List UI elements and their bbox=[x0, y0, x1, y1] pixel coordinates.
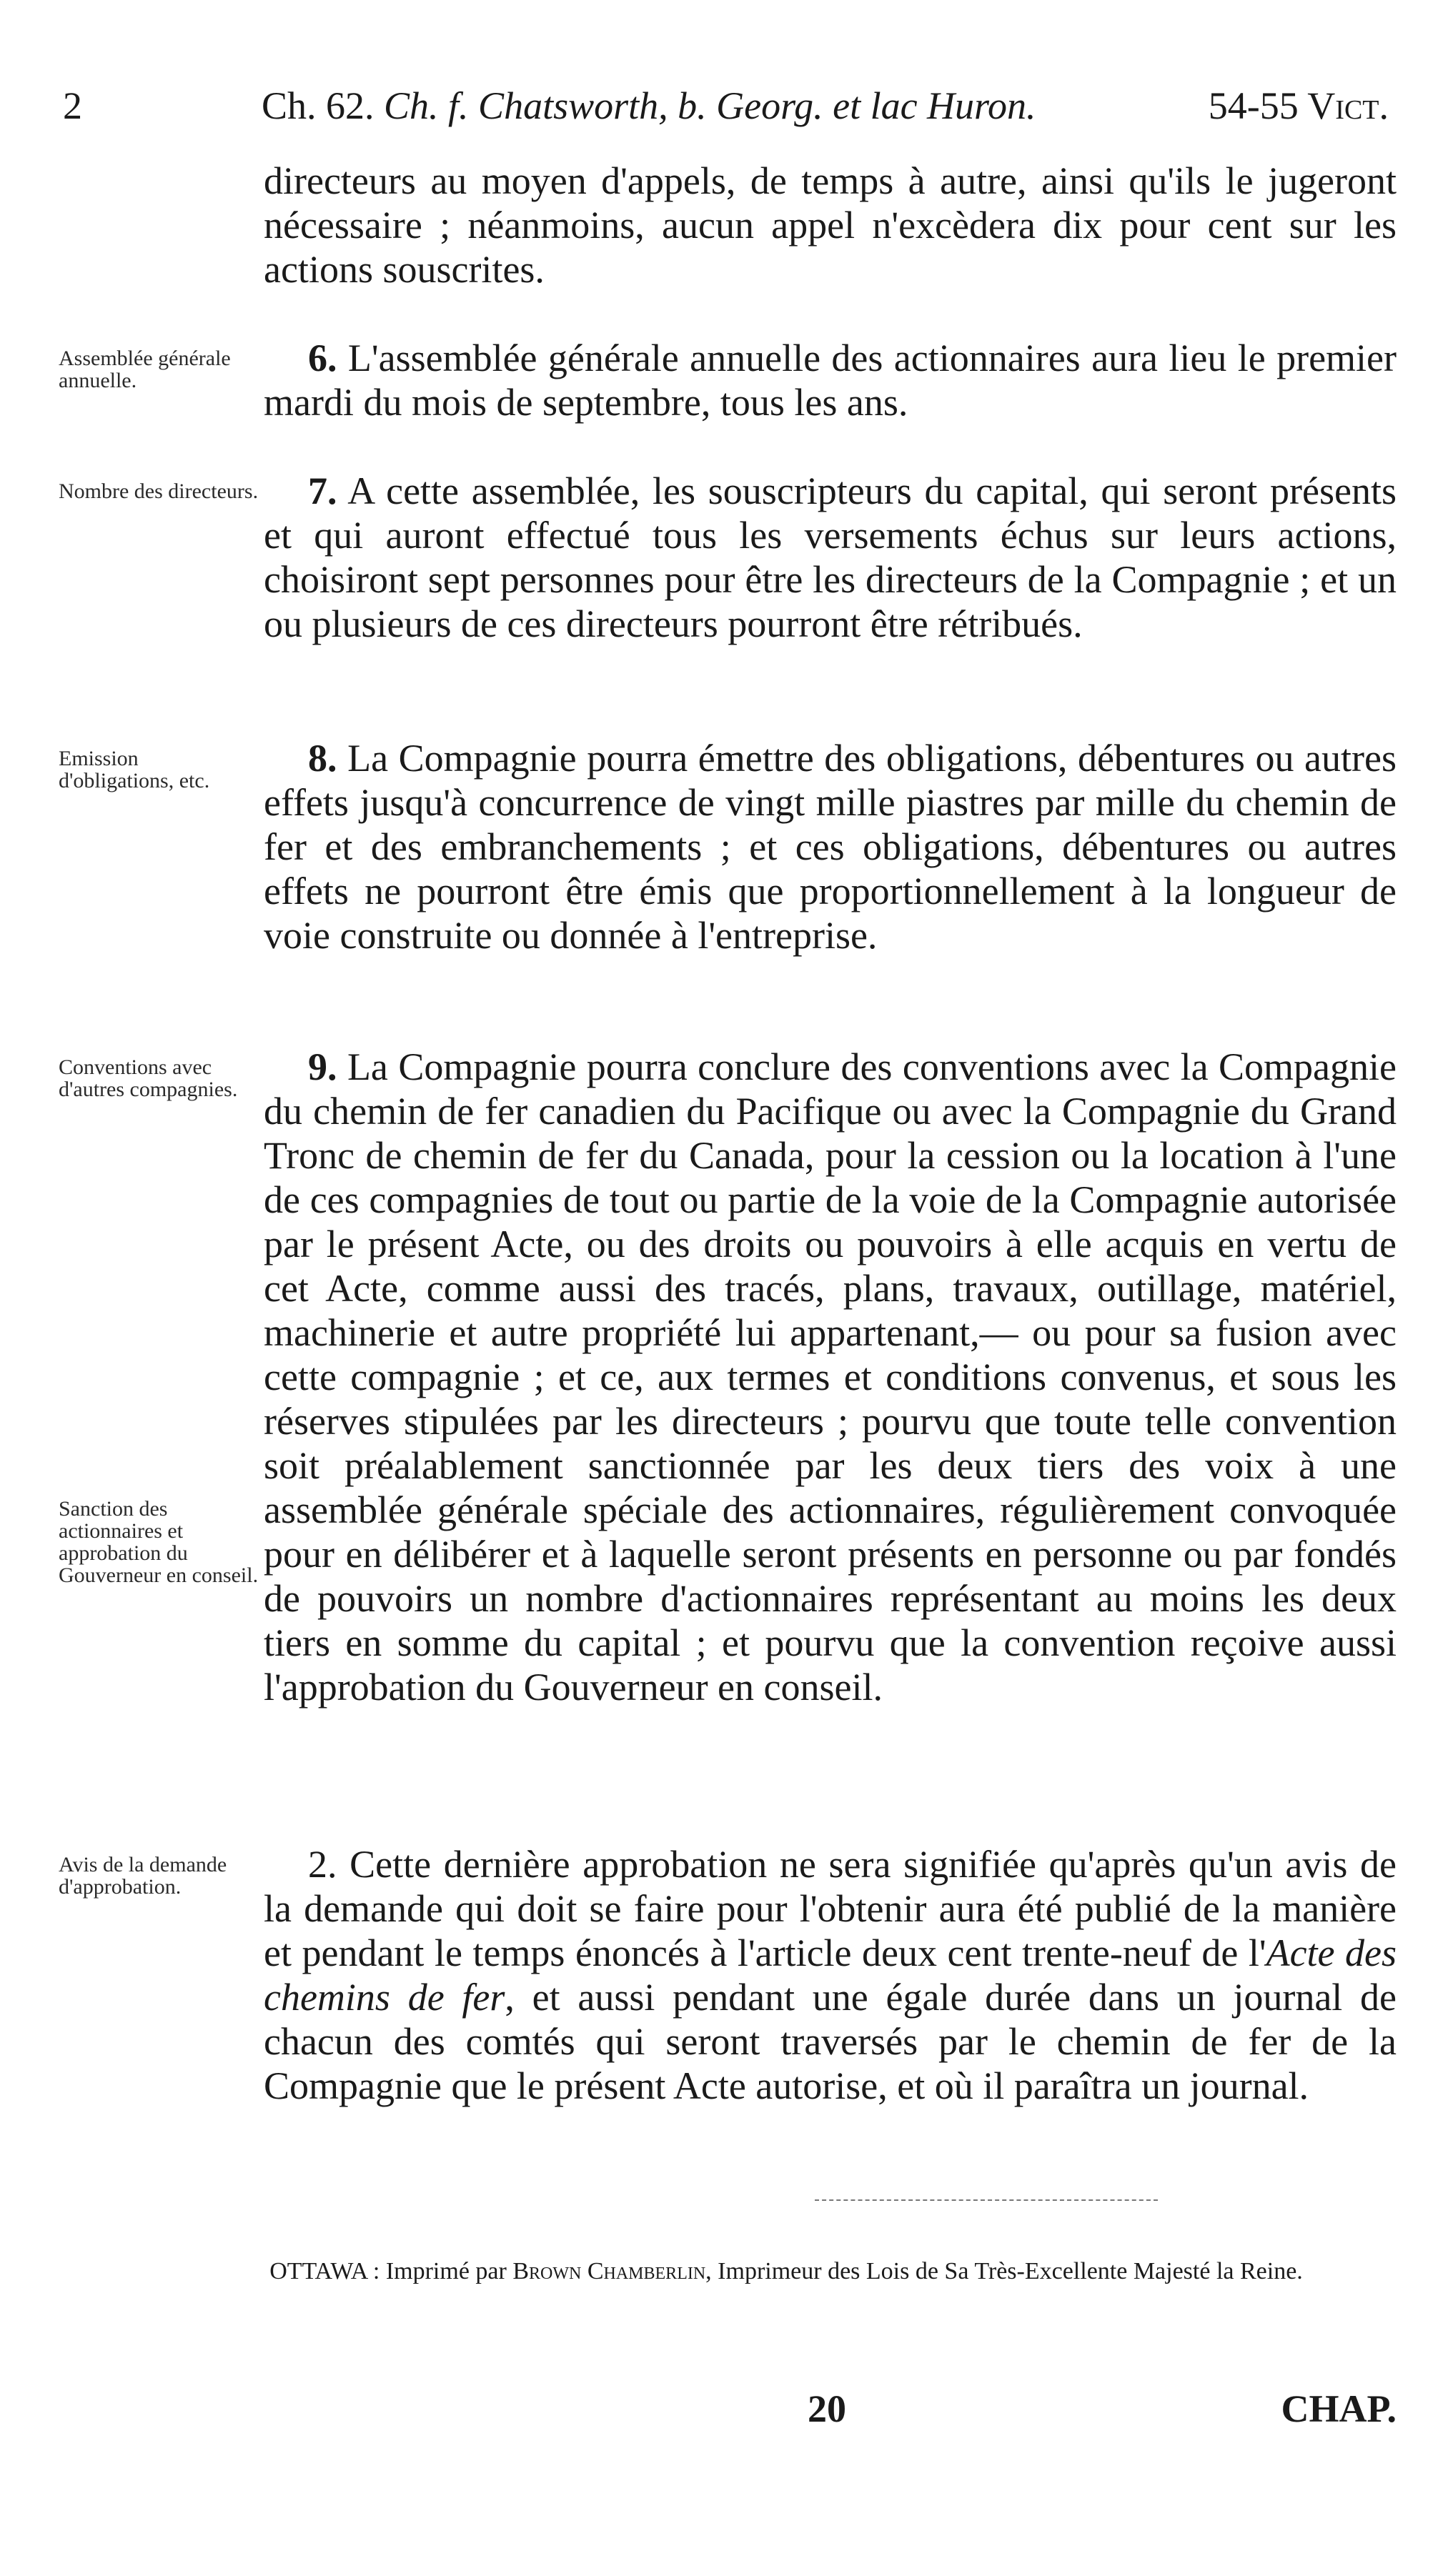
page-header bbox=[63, 77, 1389, 134]
section-7 bbox=[264, 469, 1397, 646]
section-number: 7. bbox=[308, 469, 337, 512]
subsection-text-end: , et aussi pendant une égale durée dans un journal de chacun des comtés qui seront traversés par le chemin de fer de la Compagnie que le présent Acte autorise, et où il paraîtra un journal. bbox=[264, 1976, 1397, 2107]
running-title-chapter: Ch. 62. bbox=[262, 84, 385, 127]
section-text: La Compagnie pourra émettre des obligations, débentures ou autres effets jusqu'à concurrence de vingt mille piastres par mille du chemin de fer et des embranchements ; et ces obligations, débentures ou autres effets ne pourront être émis que proportionnellement à la longueur de voie construite ou donnée à l'entreprise. bbox=[264, 737, 1397, 957]
section-text: L'assemblée générale annuelle des actionnaires aura lieu le premier mardi du mois de septembre, tous les ans. bbox=[264, 337, 1397, 424]
margin-note-conventions: Conventions avec d'autres compagnies. bbox=[59, 1055, 238, 1101]
section-9-subsection-2 bbox=[264, 1842, 1397, 2108]
running-title bbox=[262, 77, 1036, 134]
footer-catchword: CHAP. bbox=[1281, 2387, 1397, 2430]
section-number: 6. bbox=[308, 337, 337, 379]
section-6 bbox=[264, 336, 1397, 424]
regnal-year: 54-55 Vict. bbox=[1208, 84, 1389, 127]
running-title-italic: Ch. f. Chatsworth, b. Georg. et lac Huron. bbox=[384, 84, 1036, 127]
imprint-title: , Imprimeur des Lois de Sa Très-Excellente Majesté la Reine. bbox=[705, 2258, 1303, 2284]
act-title: Acte des chemins de fer bbox=[264, 1931, 1397, 2019]
page-number: 2 bbox=[63, 84, 82, 127]
printer-imprint bbox=[172, 2257, 1401, 2287]
margin-note-sanction: Sanction des actionnaires et approbation du Gouverneur en conseil. bbox=[59, 1497, 259, 1587]
section-number: 9. bbox=[308, 1045, 337, 1088]
margin-note-emission: Emission d'obligations, etc. bbox=[59, 747, 210, 792]
imprint-place: OTTAWA : Imprimé par bbox=[269, 2258, 513, 2284]
paragraph-continuation bbox=[264, 159, 1397, 292]
section-text: A cette assemblée, les souscripteurs du capital, qui seront présents et qui auront effectué tous les versements échus sur leurs actions, choisiront sept personnes pour être les directeurs de la Compagnie ; et un ou plusieurs de ces directeurs pourront être rétribués. bbox=[264, 469, 1397, 645]
divider-rule bbox=[815, 2199, 1158, 2201]
footer-signature-number: 20 bbox=[808, 2387, 846, 2430]
paragraph-text: directeurs au moyen d'appels, de temps à autre, ainsi qu'ils le jugeront nécessaire ; néanmoins, aucun appel n'excèdera dix pour cent sur les actions souscrites. bbox=[264, 159, 1397, 291]
section-text: La Compagnie pourra conclure des conventions avec la Compagnie du chemin de fer canadien du Pacifique ou avec la Compagnie du Grand Tronc de chemin de fer du Canada, pour la cession ou la location à l'une de ces compagnies de tout ou partie de la voie de la Compagnie autorisée par le présent Acte, ou des droits ou pouvoirs à elle acquis en vertu de cet Acte, comme aussi des tracés, plans, travaux, outillage, matériel, machinerie et autre propriété lui appartenant,— ou pour sa fusion avec cette compagnie ; et ce, aux termes et conditions convenus, et sous les réserves stipulées par les directeurs ; pourvu que toute telle convention soit préalablement sanctionnée par les deux tiers des voix à une assemblée générale spéciale des actionnaires, régulièrement convoquée pour en délibérer et à laquelle seront présents en personne ou par fondés de pouvoirs un nombre d'actionnaires représentant au moins les deux tiers en somme du capital ; et pourvu que la convention reçoive aussi l'approbation du Gouverneur en conseil. bbox=[264, 1045, 1397, 1709]
subsection-text-start: 2. Cette dernière approbation ne sera signifiée qu'après qu'un avis de la demande qui doit se faire pour l'obtenir aura été publié de la manière et pendant le temps énoncés à l'article deux cent trente-neuf de l' bbox=[264, 1843, 1397, 1974]
margin-note-avis: Avis de la demande d'approbation. bbox=[59, 1853, 227, 1899]
imprint-printer-name: Brown Chamberlin bbox=[512, 2258, 706, 2284]
margin-note-nombre: Nombre des directeurs. bbox=[59, 479, 259, 503]
section-number: 8. bbox=[308, 737, 337, 780]
section-9 bbox=[264, 1045, 1397, 1709]
margin-note-assemblee: Assemblée générale annuelle. bbox=[59, 347, 231, 392]
section-8 bbox=[264, 736, 1397, 958]
